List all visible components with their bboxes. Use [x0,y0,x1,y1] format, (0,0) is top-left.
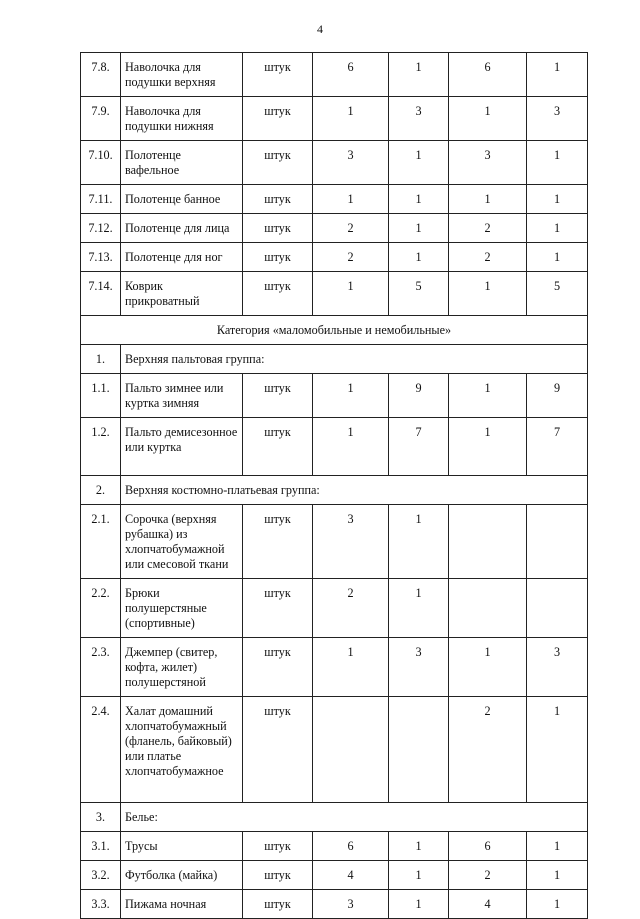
row-number: 1.1. [81,374,121,418]
value-cell: 1 [527,53,588,97]
table-row [81,243,588,272]
table-row [81,374,588,418]
table-row [81,832,588,861]
value-cell [449,579,527,638]
value-cell: 1 [527,243,588,272]
value-cell [527,579,588,638]
group-number: 2. [81,476,121,505]
value-cell: 3 [527,638,588,697]
value-cell: 1 [389,53,449,97]
item-unit: штук [243,832,313,861]
value-cell: 3 [527,97,588,141]
value-cell: 1 [389,505,449,579]
category-heading-row [81,316,588,345]
group-title: Верхняя костюмно-платьевая группа: [121,476,588,505]
item-unit: штук [243,53,313,97]
row-number: 7.11. [81,185,121,214]
item-name: Полотенце банное [121,185,243,214]
value-cell [449,505,527,579]
value-cell: 1 [313,272,389,316]
value-cell: 1 [527,861,588,890]
value-cell: 1 [313,97,389,141]
value-cell: 7 [527,418,588,476]
row-number: 2.4. [81,697,121,803]
row-number: 3.2. [81,861,121,890]
table-row [81,861,588,890]
row-number: 3.3. [81,890,121,919]
table-row [81,579,588,638]
value-cell [389,697,449,803]
item-unit: штук [243,418,313,476]
item-name: Наволочка для подушки верхняя [121,53,243,97]
item-name: Футболка (майка) [121,861,243,890]
item-name: Пальто демисезонное или куртка [121,418,243,476]
item-unit: штук [243,272,313,316]
table-row [81,505,588,579]
table-row [81,890,588,919]
item-name: Пижама ночная [121,890,243,919]
item-unit: штук [243,374,313,418]
group-number: 1. [81,345,121,374]
table-body [81,53,588,919]
group-number: 3. [81,803,121,832]
item-unit: штук [243,185,313,214]
value-cell: 4 [313,861,389,890]
value-cell: 6 [449,832,527,861]
value-cell: 3 [389,97,449,141]
value-cell: 1 [527,141,588,185]
item-unit: штук [243,97,313,141]
group-heading-row [81,476,588,505]
value-cell: 1 [527,890,588,919]
item-name: Полотенце для ног [121,243,243,272]
table-row [81,97,588,141]
item-name: Полотенце вафельное [121,141,243,185]
row-number: 7.13. [81,243,121,272]
value-cell: 3 [313,505,389,579]
item-unit: штук [243,505,313,579]
value-cell: 1 [449,272,527,316]
value-cell: 3 [313,141,389,185]
table-row [81,214,588,243]
value-cell: 2 [449,214,527,243]
group-heading-row [81,345,588,374]
row-number: 3.1. [81,832,121,861]
item-unit: штук [243,638,313,697]
item-unit: штук [243,214,313,243]
item-name: Коврик прикроватный [121,272,243,316]
value-cell: 1 [527,185,588,214]
item-unit: штук [243,579,313,638]
item-name: Трусы [121,832,243,861]
value-cell: 1 [527,832,588,861]
value-cell: 5 [389,272,449,316]
value-cell: 1 [449,185,527,214]
table-row [81,272,588,316]
value-cell: 6 [313,832,389,861]
value-cell: 6 [313,53,389,97]
row-number: 2.3. [81,638,121,697]
value-cell: 1 [449,638,527,697]
item-unit: штук [243,243,313,272]
value-cell [313,697,389,803]
row-number: 7.8. [81,53,121,97]
value-cell: 1 [313,374,389,418]
norms-table [80,52,588,919]
table-row [81,638,588,697]
value-cell: 1 [389,243,449,272]
value-cell: 4 [449,890,527,919]
row-number: 2.2. [81,579,121,638]
row-number: 7.12. [81,214,121,243]
value-cell: 9 [527,374,588,418]
table-row [81,53,588,97]
row-number: 1.2. [81,418,121,476]
value-cell: 1 [389,579,449,638]
value-cell: 1 [313,638,389,697]
table-row [81,418,588,476]
value-cell: 1 [313,185,389,214]
value-cell: 2 [449,697,527,803]
value-cell: 2 [313,214,389,243]
item-name: Пальто зимнее или куртка зимняя [121,374,243,418]
value-cell: 1 [389,214,449,243]
table-row [81,185,588,214]
item-unit: штук [243,861,313,890]
row-number: 7.10. [81,141,121,185]
item-unit: штук [243,890,313,919]
value-cell: 1 [389,185,449,214]
value-cell: 1 [449,97,527,141]
value-cell: 5 [527,272,588,316]
item-name: Наволочка для подушки нижняя [121,97,243,141]
value-cell: 1 [313,418,389,476]
table-row [81,141,588,185]
value-cell: 7 [389,418,449,476]
item-name: Сорочка (верхняя рубашка) из хлопчатобумажной или смесовой ткани [121,505,243,579]
group-title: Верхняя пальтовая группа: [121,345,588,374]
value-cell: 1 [527,697,588,803]
page-number: 4 [317,22,323,36]
row-number: 7.9. [81,97,121,141]
group-heading-row [81,803,588,832]
item-unit: штук [243,697,313,803]
row-number: 2.1. [81,505,121,579]
row-number: 7.14. [81,272,121,316]
value-cell: 1 [449,418,527,476]
value-cell: 3 [313,890,389,919]
value-cell: 1 [389,861,449,890]
value-cell: 1 [389,890,449,919]
value-cell: 2 [313,243,389,272]
item-name: Халат домашний хлопчатобумажный (фланель, байковый) или платье хлопчатобумажное [121,697,243,803]
group-title: Белье: [121,803,588,832]
value-cell: 2 [449,243,527,272]
table-row [81,697,588,803]
value-cell: 2 [449,861,527,890]
value-cell: 9 [389,374,449,418]
value-cell: 3 [389,638,449,697]
value-cell: 6 [449,53,527,97]
value-cell: 1 [389,141,449,185]
value-cell [527,505,588,579]
item-name: Джемпер (свитер, кофта, жилет) полушерстяной [121,638,243,697]
item-name: Полотенце для лица [121,214,243,243]
value-cell: 1 [449,374,527,418]
item-unit: штук [243,141,313,185]
category-heading: Категория «маломобильные и немобильные» [81,316,588,345]
value-cell: 1 [389,832,449,861]
value-cell: 2 [313,579,389,638]
value-cell: 3 [449,141,527,185]
item-name: Брюки полушерстяные (спортивные) [121,579,243,638]
value-cell: 1 [527,214,588,243]
